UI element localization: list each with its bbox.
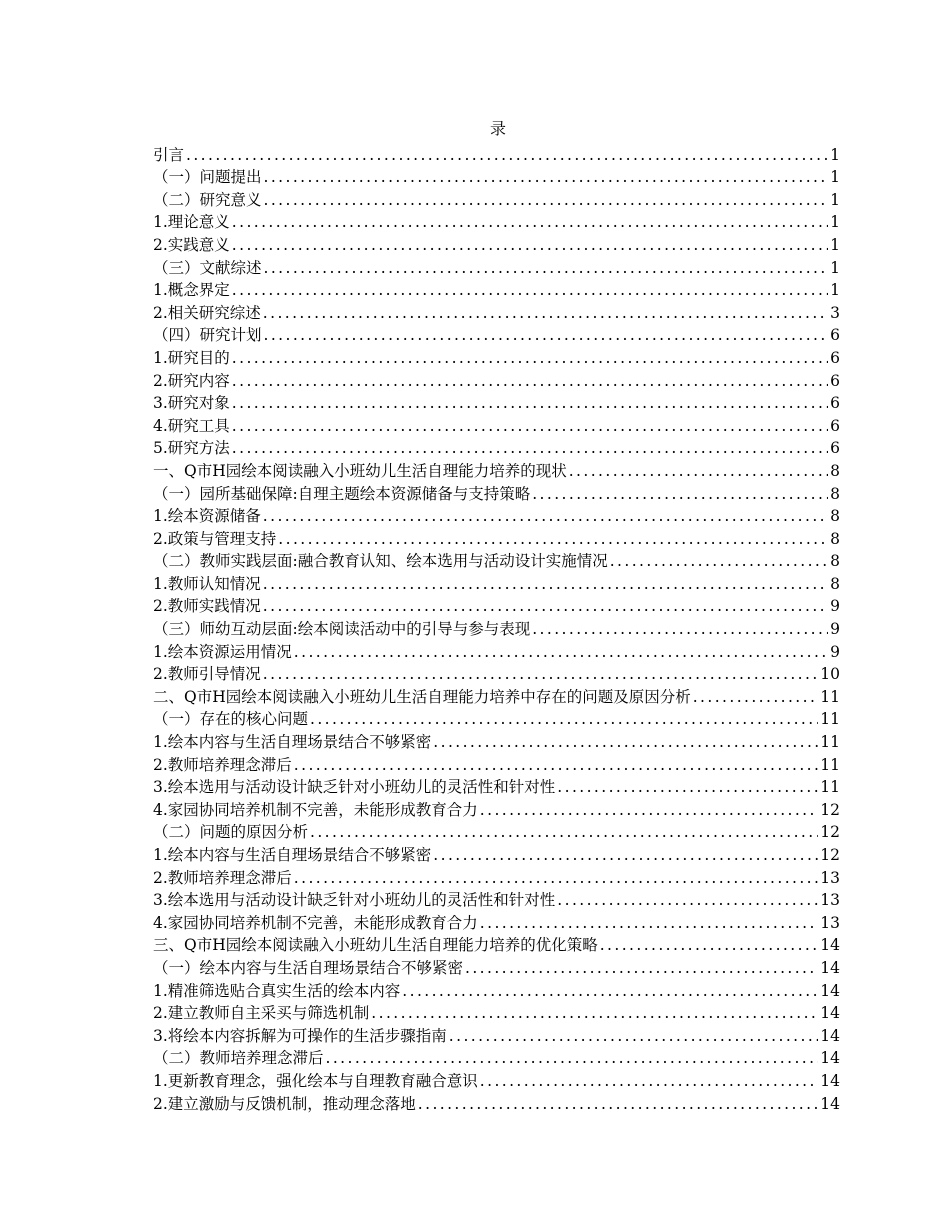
toc-entry (153, 684, 840, 707)
toc-entry-page: 13 (820, 868, 840, 887)
toc-dot-leader (264, 258, 829, 278)
toc-entry (153, 775, 840, 798)
toc-entry-page: 14 (820, 1049, 840, 1068)
toc-entry (153, 549, 840, 572)
toc-entry-page: 9 (830, 642, 840, 661)
toc-entry-title: 3.将绘本内容拆解为可操作的生活步骤指南 (153, 1026, 447, 1045)
toc-entry-page: 14 (820, 1071, 840, 1090)
toc-dot-leader (294, 868, 818, 888)
toc-dot-leader (418, 1094, 818, 1114)
toc-entry-title: 3.绘本选用与活动设计缺乏针对小班幼儿的灵活性和针对性 (153, 778, 556, 797)
toc-dot-leader (371, 1003, 818, 1023)
toc-entry-page: 11 (820, 778, 840, 797)
toc-entry-page: 6 (830, 439, 840, 458)
toc-entry (153, 481, 840, 504)
toc-dot-leader (480, 913, 818, 933)
toc-entry-page: 1 (830, 281, 840, 300)
toc-entry-page: 6 (830, 348, 840, 367)
toc-dot-leader (263, 506, 828, 526)
toc-entry (153, 978, 840, 1001)
toc-entry-title: 4.家园协同培养机制不完善，未能形成教育合力 (153, 800, 478, 819)
toc-entry (153, 910, 840, 933)
toc-entry-page: 14 (820, 1094, 840, 1113)
toc-entry-page: 8 (830, 529, 840, 548)
toc-dot-leader (480, 800, 818, 820)
toc-entry-title: 2.研究内容 (153, 371, 230, 390)
toc-dot-leader (433, 845, 818, 865)
toc-entry-page: 14 (820, 981, 840, 1000)
toc-entry-title: （二）问题的原因分析 (153, 823, 309, 842)
toc-entry-title: （一）园所基础保障:自理主题绘本资源储备与支持策略 (153, 484, 531, 503)
toc-entry (153, 165, 840, 188)
toc-dot-leader (433, 732, 818, 752)
toc-entry (153, 820, 840, 843)
toc-entry (153, 255, 840, 278)
toc-dot-leader (449, 1026, 818, 1046)
toc-entry-title: 引言 (153, 145, 185, 164)
toc-title: 录 (489, 119, 506, 138)
toc-entry-page: 6 (830, 371, 840, 390)
toc-dot-leader (465, 958, 818, 978)
toc-dot-leader (232, 212, 828, 232)
toc-entry-page: 12 (820, 823, 840, 842)
toc-dot-leader (294, 755, 818, 775)
toc-dot-leader (232, 348, 828, 368)
toc-entry (153, 662, 840, 685)
toc-entry (153, 278, 840, 301)
toc-entry (153, 1046, 840, 1069)
toc-dot-leader (480, 1071, 818, 1091)
toc-entry-title: 三、Q市H园绘本阅读融入小班幼儿生活自理能力培养的优化策略 (153, 936, 598, 955)
toc-entry-title: 2.政策与管理支持 (153, 529, 277, 548)
toc-dot-leader (232, 393, 828, 413)
toc-entry (153, 142, 840, 165)
toc-entry-page: 1 (830, 235, 840, 254)
toc-entry-title: 二、Q市H园绘本阅读融入小班幼儿生活自理能力培养中存在的问题及原因分析 (153, 687, 691, 706)
toc-entry-page: 1 (830, 145, 840, 164)
toc-entry (153, 368, 840, 391)
toc-entry (153, 729, 840, 752)
toc-entry-title: （一）问题提出 (153, 168, 262, 187)
toc-entry (153, 232, 840, 255)
toc-dot-leader (326, 1048, 819, 1068)
toc-dot-leader (532, 484, 828, 504)
toc-dot-leader (232, 416, 828, 436)
toc-dot-leader (402, 981, 818, 1001)
toc-entry-page: 1 (830, 213, 840, 232)
toc-entry-page: 9 (830, 620, 840, 639)
toc-dot-leader (264, 325, 829, 345)
toc-entry-page: 6 (830, 394, 840, 413)
toc-entry-page: 12 (820, 846, 840, 864)
toc-entry-page: 1 (830, 190, 840, 209)
toc-dot-leader (232, 235, 828, 255)
toc-entry-title: 2.实践意义 (153, 235, 230, 254)
toc-entry-page: 14 (820, 1026, 840, 1045)
toc-entry-title: 2.教师培养理念滞后 (153, 868, 292, 887)
toc-entry-page: 3 (830, 303, 840, 322)
toc-entry-title: 2.教师引导情况 (153, 665, 261, 684)
toc-entry-title: 2.教师培养理念滞后 (153, 755, 292, 774)
toc-entry-title: 5.研究方法 (153, 439, 230, 458)
toc-dot-leader (264, 190, 829, 210)
toc-entry (153, 1001, 840, 1024)
toc-entry-title: （四）研究计划 (153, 326, 262, 345)
toc-entry-title: 1.精准筛选贴合真实生活的绘本内容 (153, 981, 401, 1000)
toc-entry-title: 2.建立教师自主采买与筛选机制 (153, 1004, 370, 1023)
toc-entry-page: 6 (830, 416, 840, 435)
toc-entry-title: （三）师幼互动层面:绘本阅读活动中的引导与参与表现 (153, 620, 531, 639)
toc-entry-page: 11 (820, 733, 840, 752)
toc-dot-leader (264, 167, 829, 187)
toc-entry-title: （一）存在的核心问题 (153, 710, 309, 729)
toc-entry (153, 345, 840, 368)
toc-entry-page: 14 (820, 936, 840, 955)
toc-entry (153, 797, 840, 820)
toc-entry-page: 12 (820, 800, 840, 819)
toc-entry-page: 8 (830, 461, 840, 480)
toc-entry (153, 526, 840, 549)
toc-dot-leader (600, 935, 819, 955)
toc-entry-page: 1 (830, 168, 840, 187)
toc-entry-title: 3.绘本选用与活动设计缺乏针对小班幼儿的灵活性和针对性 (153, 891, 556, 910)
toc-entry-title: 一、Q市H园绘本阅读融入小班幼儿生活自理能力培养的现状 (153, 461, 567, 480)
toc-entry (153, 865, 840, 888)
toc-entry-title: 3.研究对象 (153, 394, 230, 413)
toc-entry (153, 1068, 840, 1091)
toc-entry-page: 8 (830, 552, 840, 571)
toc-entry (153, 413, 840, 436)
toc-entry-page: 14 (820, 1004, 840, 1023)
toc-entry-page: 13 (820, 913, 840, 932)
toc-dot-leader (610, 551, 828, 571)
toc-entry-title: 2.相关研究综述 (153, 303, 261, 322)
toc-entry-title: 1.绘本内容与生活自理场景结合不够紧密 (153, 733, 432, 752)
toc-entry (153, 955, 840, 978)
toc-entry-title: 1.教师认知情况 (153, 574, 261, 593)
toc-entry-title: 1.研究目的 (153, 348, 230, 367)
toc-entry (153, 504, 840, 527)
toc-entry-page: 8 (830, 484, 840, 503)
toc-entry-page: 11 (820, 710, 840, 729)
table-of-contents (153, 142, 840, 1114)
toc-entry-page: 11 (820, 755, 840, 774)
toc-entry (153, 300, 840, 323)
toc-entry-title: 1.更新教育理念，强化绘本与自理教育融合意识 (153, 1071, 478, 1090)
toc-entry-title: 1.理论意义 (153, 213, 230, 232)
toc-entry-title: 4.研究工具 (153, 416, 230, 435)
toc-entry (153, 391, 840, 414)
toc-entry (153, 707, 840, 730)
toc-entry-title: 1.绘本内容与生活自理场景结合不够紧密 (153, 846, 432, 864)
toc-dot-leader (263, 664, 818, 684)
toc-dot-leader (693, 687, 819, 707)
toc-entry (153, 888, 840, 911)
toc-dot-leader (294, 642, 828, 662)
toc-entry (153, 1023, 840, 1046)
toc-entry-page: 14 (820, 958, 840, 977)
toc-entry-page: 9 (830, 597, 840, 616)
toc-dot-leader (310, 822, 818, 842)
toc-dot-leader (232, 438, 828, 458)
toc-entry-title: 1.绘本资源储备 (153, 507, 261, 526)
toc-entry-title: 2.教师实践情况 (153, 597, 261, 616)
toc-dot-leader (232, 280, 828, 300)
toc-entry-page: 13 (820, 891, 840, 910)
toc-entry (153, 594, 840, 617)
toc-entry-title: 4.家园协同培养机制不完善，未能形成教育合力 (153, 913, 478, 932)
toc-entry (153, 616, 840, 639)
toc-entry (153, 752, 840, 775)
toc-entry-page: 8 (830, 507, 840, 526)
toc-entry-title: （二）教师实践层面:融合教育认知、绘本选用与活动设计实施情况 (153, 552, 608, 571)
toc-entry-title: （一）绘本内容与生活自理场景结合不够紧密 (153, 958, 464, 977)
toc-dot-leader (569, 461, 828, 481)
toc-entry (153, 571, 840, 594)
toc-dot-leader (186, 145, 828, 165)
toc-dot-leader (532, 619, 828, 639)
toc-entry-page: 1 (830, 258, 840, 277)
toc-dot-leader (557, 890, 818, 910)
toc-entry-page: 8 (830, 574, 840, 593)
toc-entry-title: （二）研究意义 (153, 190, 262, 209)
toc-entry (153, 210, 840, 233)
toc-entry (153, 933, 840, 956)
toc-entry-title: 1.绘本资源运用情况 (153, 642, 292, 661)
toc-dot-leader (263, 303, 828, 323)
toc-entry-title: 2.建立激励与反馈机制，推动理念落地 (153, 1094, 416, 1113)
toc-entry-page: 11 (820, 687, 840, 706)
toc-dot-leader (278, 529, 828, 549)
toc-entry (153, 458, 840, 481)
toc-dot-leader (557, 777, 818, 797)
toc-dot-leader (310, 709, 818, 729)
toc-entry (153, 187, 840, 210)
toc-entry-page: 6 (830, 326, 840, 345)
toc-entry (153, 436, 840, 459)
toc-entry-page: 10 (820, 665, 840, 684)
toc-entry-title: （二）教师培养理念滞后 (153, 1049, 324, 1068)
toc-entry-title: 1.概念界定 (153, 281, 230, 300)
toc-dot-leader (232, 371, 828, 391)
toc-dot-leader (263, 574, 828, 594)
toc-entry-title: （三）文献综述 (153, 258, 262, 277)
toc-dot-leader (263, 596, 828, 616)
toc-entry (153, 639, 840, 662)
toc-entry (153, 1091, 840, 1114)
toc-entry (153, 842, 840, 865)
toc-entry (153, 323, 840, 346)
